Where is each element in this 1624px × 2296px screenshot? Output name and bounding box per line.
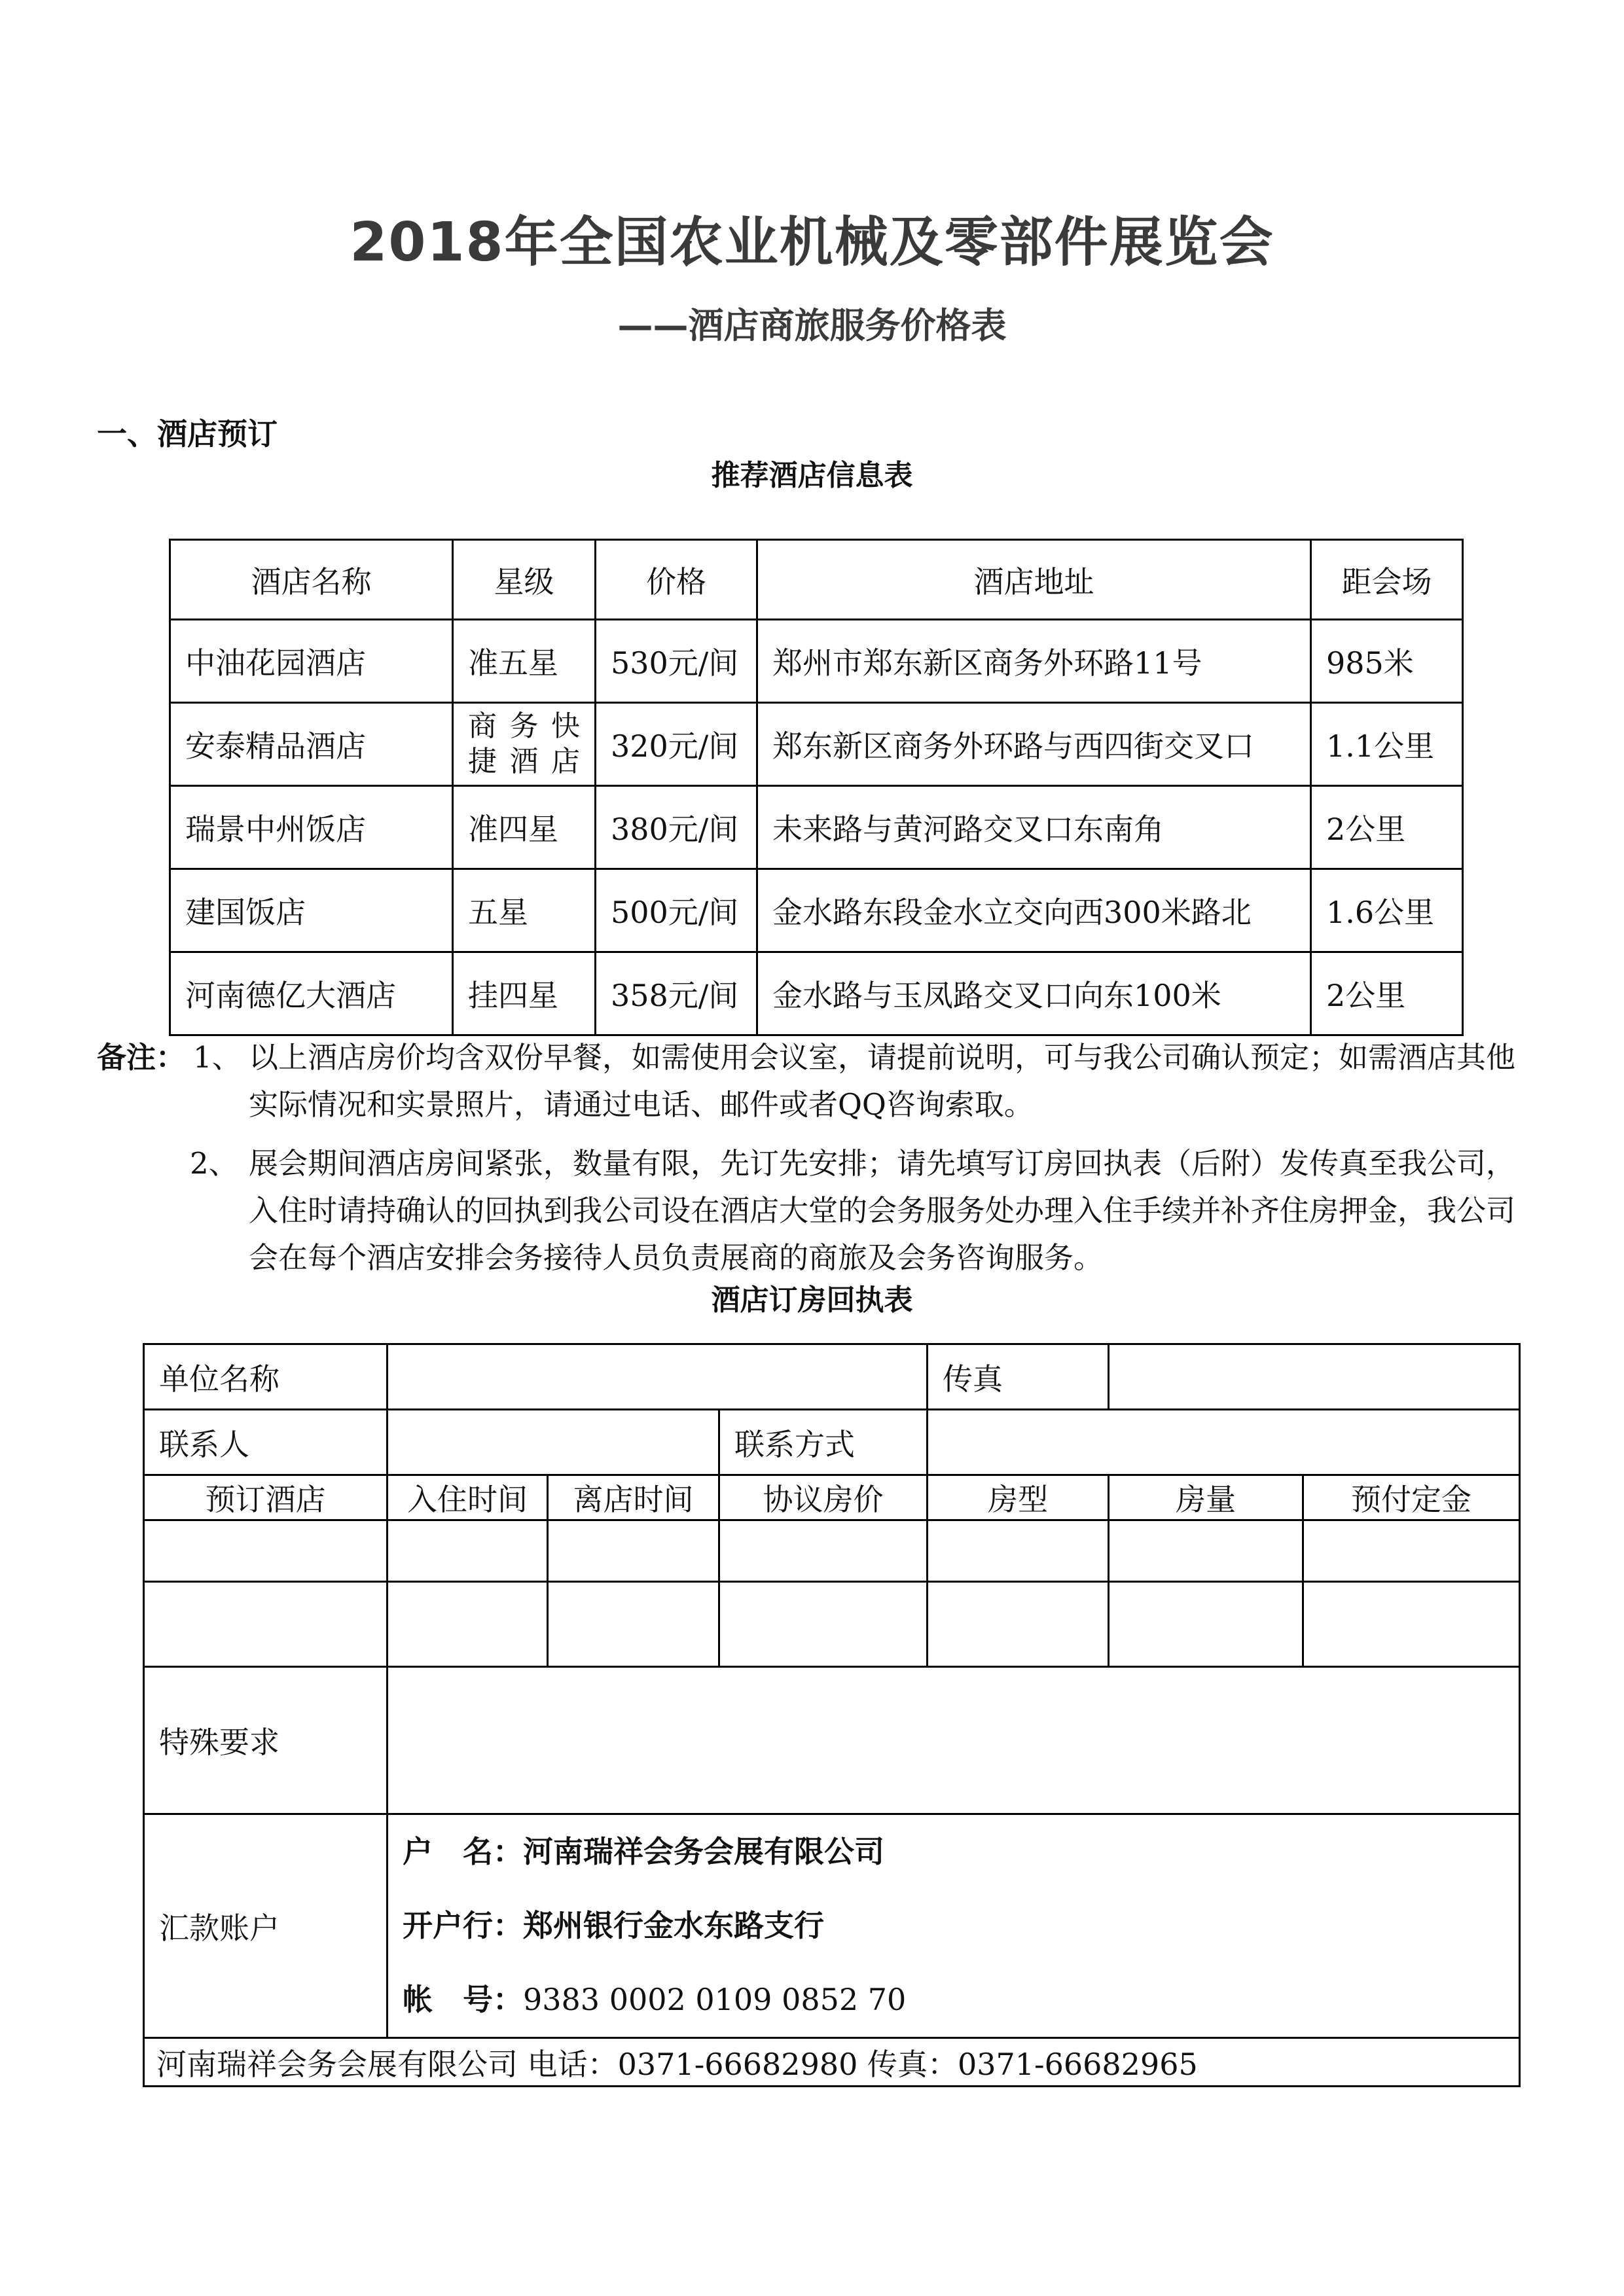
- hotel-distance: 2公里: [1311, 786, 1463, 869]
- hotel-star: [453, 703, 596, 786]
- column-header-price: 价格: [596, 540, 757, 620]
- hotel-star: 五星: [453, 869, 596, 952]
- hotel-address: 未来路与黄河路交叉口东南角: [757, 786, 1311, 869]
- hotel-star: 挂四星: [453, 952, 596, 1035]
- hotel-name: 安泰精品酒店: [170, 703, 453, 786]
- hotel-distance: 1.1公里: [1311, 703, 1463, 786]
- account-name: 河南瑞祥会务会展有限公司: [523, 1834, 884, 1869]
- hotel-table-caption: 推荐酒店信息表: [711, 459, 913, 492]
- unit-name-label: 单位名称: [144, 1344, 388, 1410]
- column-header-star: 星级: [453, 540, 596, 620]
- note-item-1: [97, 1034, 1543, 1128]
- note-number: 1、: [193, 1040, 242, 1075]
- account-bank: 郑州银行金水东路支行: [523, 1908, 824, 1943]
- remittance-account-label: 汇款账户: [144, 1814, 388, 2038]
- column-header-check-out: 离店时间: [548, 1475, 719, 1520]
- hotel-price: 380元/间: [596, 786, 757, 869]
- column-header-hotel-name: 酒店名称: [170, 540, 453, 620]
- contact-person-label: 联系人: [144, 1410, 388, 1475]
- contact-person-field[interactable]: [388, 1410, 719, 1475]
- fax-label: 传真: [928, 1344, 1109, 1410]
- form-row-contact: [144, 1410, 1520, 1475]
- form-row-special: [144, 1667, 1520, 1814]
- hotel-star: 准四星: [453, 786, 596, 869]
- hotel-distance: 985米: [1311, 620, 1463, 703]
- booking-form-caption: 酒店订房回执表: [711, 1283, 913, 1317]
- contact-method-field[interactable]: [928, 1410, 1520, 1475]
- column-header-room-count: 房量: [1109, 1475, 1303, 1520]
- note-number: 2、: [190, 1146, 238, 1181]
- check-out-field[interactable]: [548, 1520, 719, 1582]
- table-header-row: [170, 540, 1463, 620]
- room-count-field[interactable]: [1109, 1582, 1303, 1667]
- column-header-hotel: 预订酒店: [144, 1475, 388, 1520]
- column-header-room-type: 房型: [928, 1475, 1109, 1520]
- table-row: [170, 703, 1463, 786]
- hotel-price: 358元/间: [596, 952, 757, 1035]
- note-text: 以上酒店房价均含双份早餐，如需使用会议室，请提前说明，可与我公司确认预定；如需酒店其他实际情况和实景照片，请通过电话、邮件或者QQ咨询索取。: [249, 1040, 1516, 1122]
- special-requests-label: 特殊要求: [144, 1667, 388, 1814]
- column-header-check-in: 入住时间: [388, 1475, 548, 1520]
- account-bank-label: 开户行：: [403, 1908, 523, 1943]
- agreed-rate-field[interactable]: [719, 1582, 928, 1667]
- check-out-field[interactable]: [548, 1582, 719, 1667]
- column-header-address: 酒店地址: [757, 540, 1311, 620]
- form-footer-row: [144, 2038, 1520, 2087]
- booking-header-row: [144, 1475, 1520, 1520]
- table-row: [170, 620, 1463, 703]
- check-in-field[interactable]: [388, 1520, 548, 1582]
- column-header-distance: 距会场: [1311, 540, 1463, 620]
- notes-lead: 备注：: [97, 1040, 186, 1075]
- note-item-2: [97, 1140, 1543, 1282]
- hotel-name: 河南德亿大酒店: [170, 952, 453, 1035]
- room-count-field[interactable]: [1109, 1520, 1303, 1582]
- contact-method-label: 联系方式: [719, 1410, 928, 1475]
- agreed-rate-field[interactable]: [719, 1520, 928, 1582]
- hotel-price: 500元/间: [596, 869, 757, 952]
- hotel-star-line: 商务快: [468, 709, 580, 743]
- hotel-field[interactable]: [144, 1520, 388, 1582]
- section-heading-hotel-booking: 一、酒店预订: [97, 416, 278, 452]
- hotel-info-table: [169, 539, 1464, 1036]
- hotel-price: 530元/间: [596, 620, 757, 703]
- form-row-account: [144, 1814, 1520, 2038]
- hotel-address: 金水路与玉凤路交叉口向东100米: [757, 952, 1311, 1035]
- hotel-star-line: 捷酒店: [468, 745, 580, 778]
- hotel-address: 郑东新区商务外环路与西四街交叉口: [757, 703, 1311, 786]
- document-title: 2018年全国农业机械及零部件展览会: [350, 211, 1274, 274]
- hotel-address: 金水路东段金水立交向西300米路北: [757, 869, 1311, 952]
- hotel-name: 瑞景中州饭店: [170, 786, 453, 869]
- table-row: [170, 786, 1463, 869]
- account-number: 9383 0002 0109 0852 70: [523, 1982, 907, 2017]
- booking-form-table: [143, 1343, 1521, 2087]
- column-header-deposit: 预付定金: [1303, 1475, 1520, 1520]
- booking-entry-row: [144, 1582, 1520, 1667]
- unit-name-field[interactable]: [388, 1344, 928, 1410]
- special-requests-field[interactable]: [388, 1667, 1520, 1814]
- table-row: [170, 869, 1463, 952]
- hotel-field[interactable]: [144, 1582, 388, 1667]
- check-in-field[interactable]: [388, 1582, 548, 1667]
- fax-field[interactable]: [1109, 1344, 1520, 1410]
- account-name-line: [403, 1815, 1519, 1889]
- table-row: [170, 952, 1463, 1035]
- booking-entry-row: [144, 1520, 1520, 1582]
- hotel-address: 郑州市郑东新区商务外环路11号: [757, 620, 1311, 703]
- hotel-price: 320元/间: [596, 703, 757, 786]
- document-subtitle: ——酒店商旅服务价格表: [617, 305, 1007, 346]
- deposit-field[interactable]: [1303, 1520, 1520, 1582]
- hotel-star: 准五星: [453, 620, 596, 703]
- hotel-name: 建国饭店: [170, 869, 453, 952]
- hotel-distance: 2公里: [1311, 952, 1463, 1035]
- hotel-distance: 1.6公里: [1311, 869, 1463, 952]
- remittance-account-info: [388, 1814, 1520, 2038]
- account-number-label: 帐 号：: [403, 1982, 523, 2017]
- company-contact-footer: 河南瑞祥会务会展有限公司 电话：0371-66682980 传真：0371-66682965: [144, 2038, 1520, 2087]
- form-row-unit: [144, 1344, 1520, 1410]
- deposit-field[interactable]: [1303, 1582, 1520, 1667]
- account-name-label: 户 名：: [403, 1834, 523, 1869]
- notes-block: [97, 1034, 1543, 1282]
- note-text: 展会期间酒店房间紧张，数量有限，先订先安排；请先填写订房回执表（后附）发传真至我公司，入住时请持确认的回执到我公司设在酒店大堂的会务服务处办理入住手续并补齐住房押金，我公司会在每个酒店安排会务接待人员负责展商的商旅及会务咨询服务。: [249, 1146, 1516, 1275]
- room-type-field[interactable]: [928, 1582, 1109, 1667]
- room-type-field[interactable]: [928, 1520, 1109, 1582]
- column-header-agreed-rate: 协议房价: [719, 1475, 928, 1520]
- account-bank-line: [403, 1889, 1519, 1963]
- account-number-line: [403, 1963, 1519, 2037]
- hotel-name: 中油花园酒店: [170, 620, 453, 703]
